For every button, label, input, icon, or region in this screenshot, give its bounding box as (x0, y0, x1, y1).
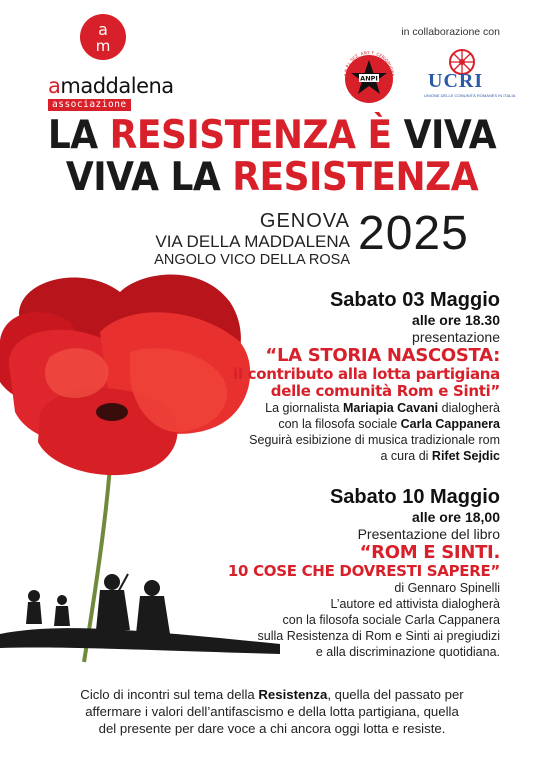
event-1-desc-line-3: Seguirà esibizione di musica tradizionale rom (249, 433, 500, 447)
ucri-tagline: UNIONE DELLE COMUNITÀ ROMANÈS IN ITALIA (424, 93, 516, 98)
maddalena-emblem-icon (80, 14, 126, 60)
headline-line-2: VIVA LA RESISTENZA (65, 155, 479, 200)
event-1-title-line-2: il contributo alla lotta partigiana (233, 365, 500, 383)
svg-text:ANPI: ANPI (360, 74, 378, 83)
anpi-logo (340, 48, 398, 106)
svg-text:m: m (95, 37, 111, 55)
maddalena-logo (34, 14, 174, 110)
event-1-time: alle ore 18.30 (412, 312, 500, 328)
event-1-desc-line-1: La giornalista Mariapia Cavani dialogherà (265, 401, 500, 415)
place-street: VIA DELLA MADDALENA (155, 232, 350, 251)
event-2-title-line-1: “ROM E SINTI. (359, 542, 500, 563)
event-2-date: Sabato 10 Maggio (329, 486, 500, 508)
event-1-desc-line-2: con la filosofa sociale Carla Cappanera (278, 417, 500, 431)
ucri-name: UCRI (428, 70, 484, 92)
footer-line-2: affermare i valori dell’antifascismo e della lotta partigiana, quella (85, 704, 459, 719)
event-2-title-line-2: 10 COSE CHE DOVRESTI SAPERE” (227, 562, 500, 580)
collaboration-label: in collaborazione con (401, 26, 500, 38)
event-2-desc-line-4: sulla Resistenza di Rom e Sinti ai pregiudizi (257, 629, 500, 643)
event-2-desc-line-2: L’autore ed attivista dialogherà (330, 597, 500, 611)
svg-text:A.N.P.I. SEZ. ANT. F. CERIOPUG: A.N.P.I. SEZ. ANT. F. CERIOPUGNE (342, 49, 396, 77)
event-1 (233, 288, 500, 464)
maddalena-wordmark: amaddalena (48, 74, 174, 98)
footer-line-1: Ciclo di incontri sul tema della Resistenza, quella del passato per (80, 687, 464, 702)
event-2-desc-line-3: con la filosofa sociale Carla Cappanera (282, 613, 500, 627)
footer-line-3: del presente per dare voce a chi ancora oggi lotta e resiste. (98, 721, 446, 736)
event-1-title-line-3: delle comunità Rom e Sinti” (270, 382, 500, 400)
headline-line-1: LA RESISTENZA È VIVA (47, 113, 497, 158)
event-2-desc-line-1: di Gennaro Spinelli (394, 581, 500, 595)
event-1-date: Sabato 03 Maggio (329, 289, 500, 311)
event-year: 2025 (358, 207, 469, 260)
event-2-desc-line-5: e alla discriminazione quotidiana. (315, 645, 500, 659)
event-2-time: alle ore 18,00 (412, 509, 500, 525)
event-2 (228, 485, 500, 660)
event-2-intro: Presentazione del libro (357, 526, 500, 542)
maddalena-subtitle: associazione (48, 99, 131, 111)
event-1-title-line-1: “LA STORIA NASCOSTA: (265, 345, 500, 366)
ucri-logo (422, 46, 516, 102)
event-1-desc-line-4: a cura di Rifet Sejdic (380, 449, 500, 463)
place-corner: ANGOLO VICO DELLA ROSA (154, 252, 350, 268)
anpi-star-icon (340, 48, 398, 106)
footer-text (30, 686, 514, 737)
svg-text:a: a (98, 20, 108, 39)
event-1-intro: presentazione (412, 329, 500, 345)
place-city: GENOVA (259, 210, 350, 232)
